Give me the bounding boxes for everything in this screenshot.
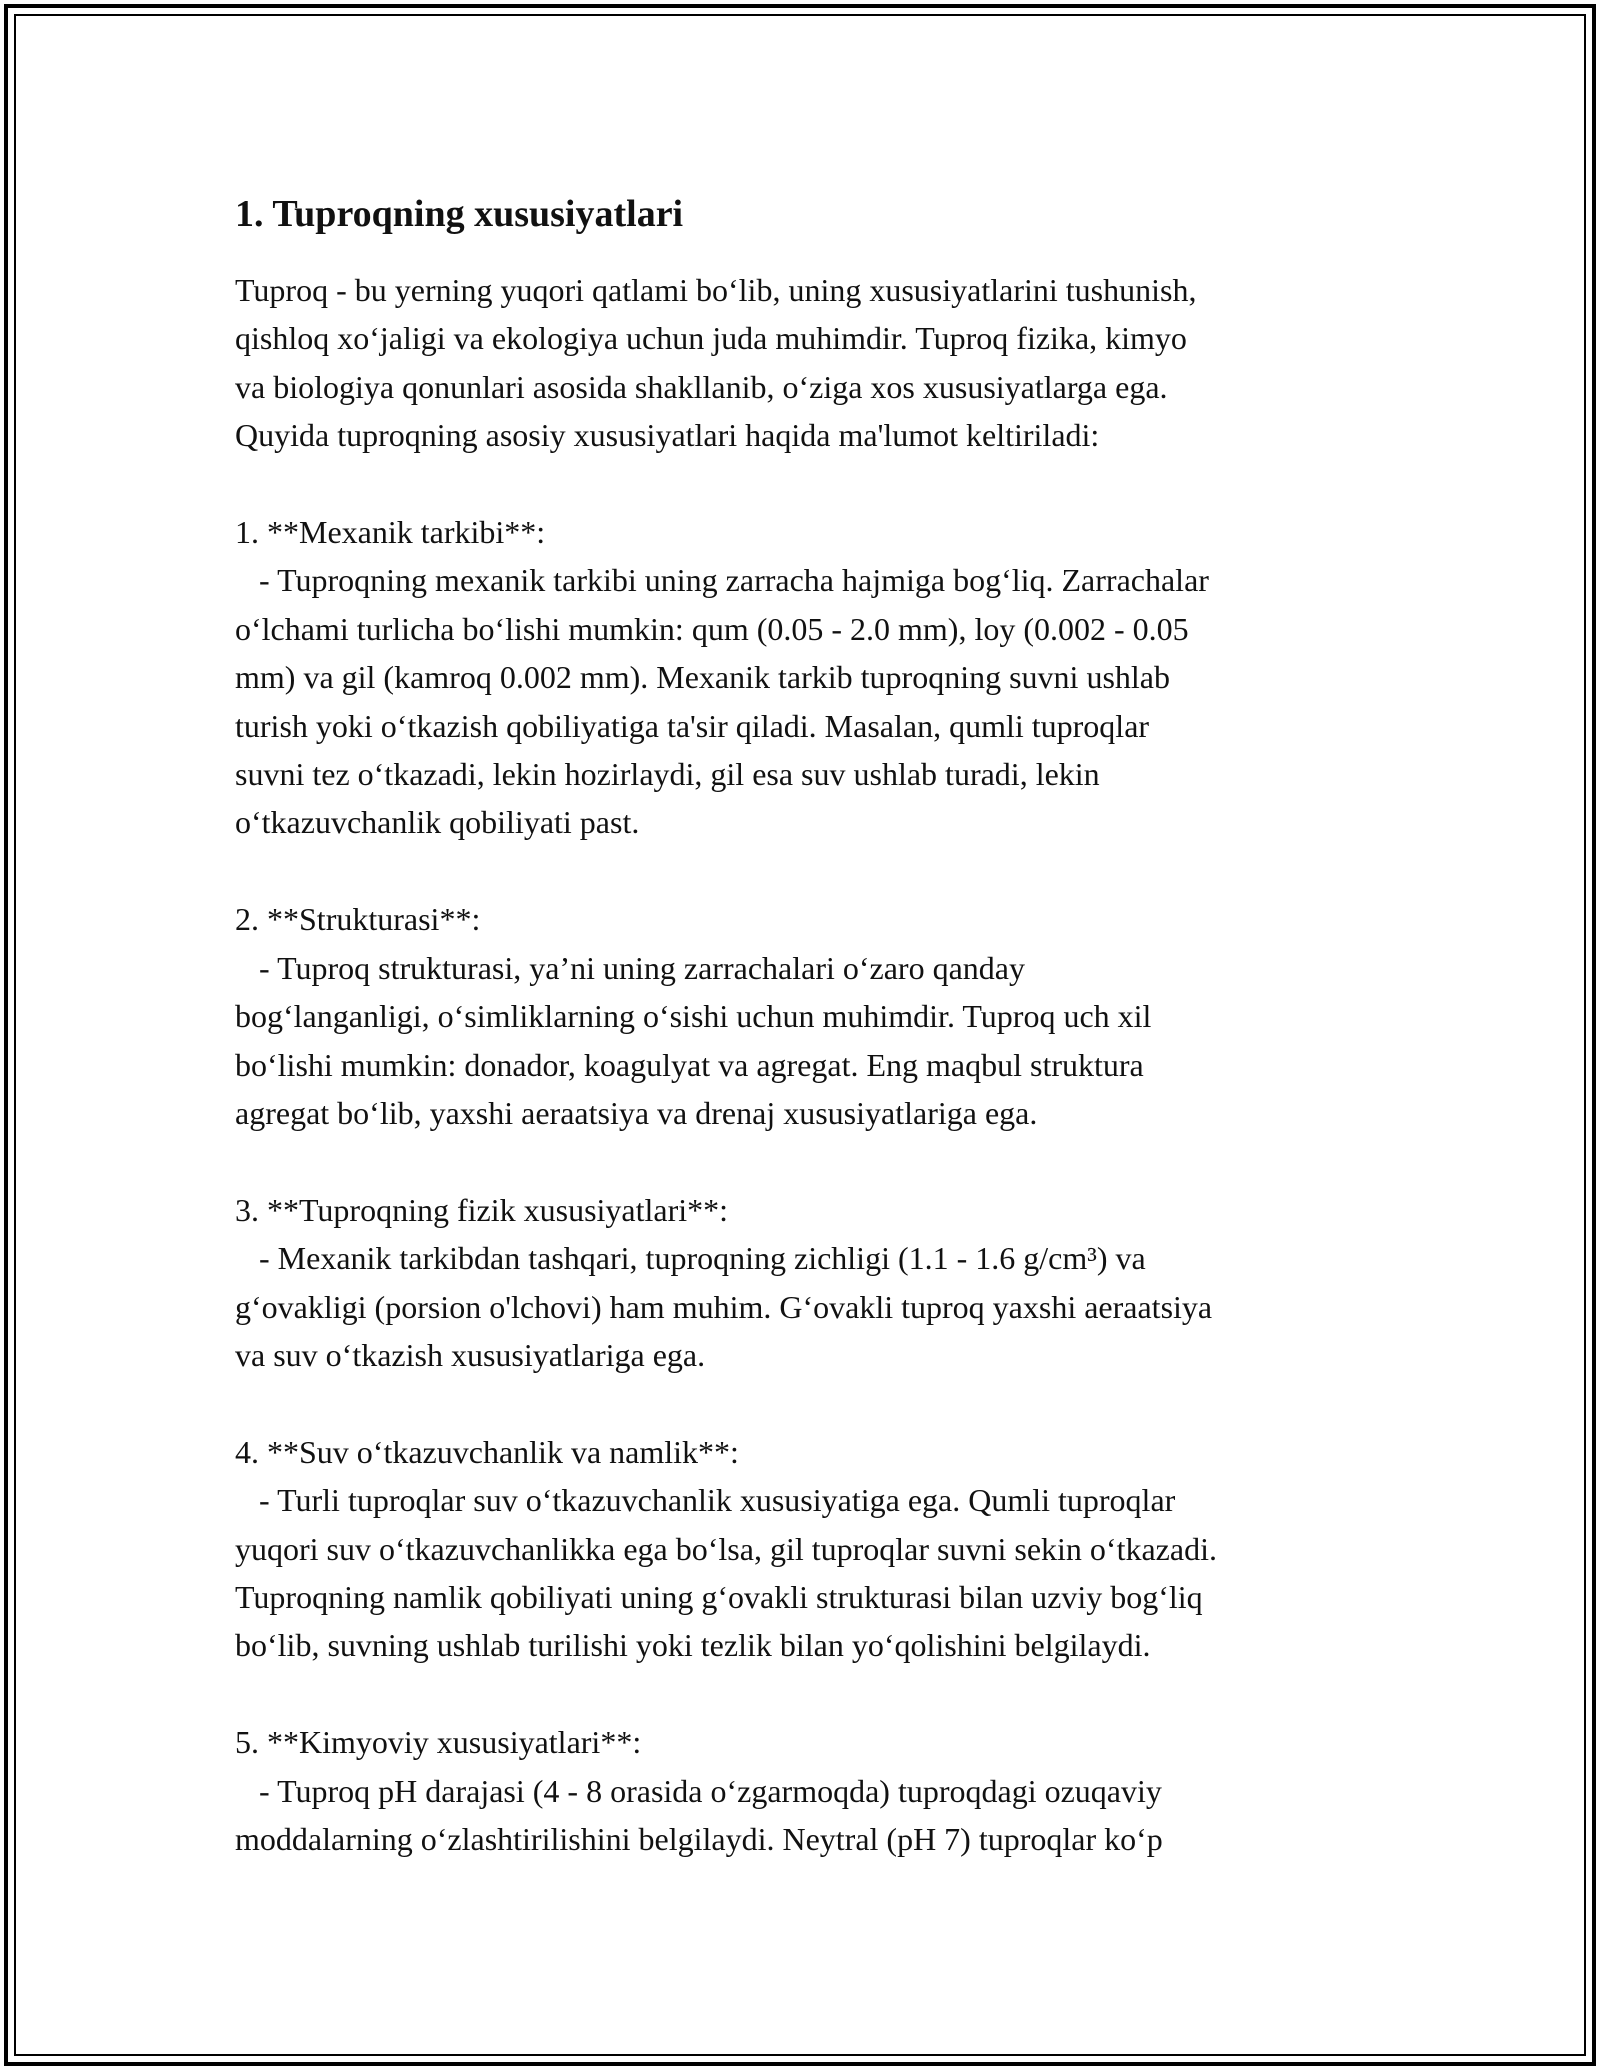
document-content	[235, 186, 1375, 1863]
document-body: Tuproq - bu yerning yuqori qatlami boʻlib, uning xususiyatlarini tushunish, qishloq xoʻjaligi va ekologiya uchun juda muhimdir. Tuproq fizika, kimyo va biologiya qonunlari asosida shakllanib, oʻziga xos xususiyatlarga ega. Quyida tuproqning asosiy xususiyatlari haqida ma'lumot keltiriladi: 1. **Mexanik tarkibi**: - Tuproqning mexanik tarkibi uning zarracha hajmiga bogʻliq. Zarrachalar oʻlchami turlicha boʻlishi mumkin: qum (0.05 - 2.0 mm), loy (0.002 - 0.05 mm) va gil (kamroq 0.002 mm). Mexanik tarkib tuproqning suvni ushlab turish yoki oʻtkazish qobiliyatiga ta'sir qiladi. Masalan, qumli tuproqlar suvni tez oʻtkazadi, lekin hozirlaydi, gil esa suv ushlab turadi, lekin oʻtkazuvchanlik qobiliyati past. 2. **Strukturasi**: - Tuproq strukturasi, ya’ni uning zarrachalari oʻzaro qanday bogʻlanganligi, oʻsimliklarning oʻsishi uchun muhimdir. Tuproq uch xil boʻlishi mumkin: donador, koagulyat va agregat. Eng maqbul struktura agregat boʻlib, yaxshi aeraatsiya va drenaj xususiyatlariga ega. 3. **Tuproqning fizik xususiyatlari**: - Mexanik tarkibdan tashqari, tuproqning zichligi (1.1 - 1.6 g/cm³) va gʻovakligi (porsion o'lchovi) ham muhim. Gʻovakli tuproq yaxshi aeraatsiya va suv oʻtkazish xususiyatlariga ega. 4. **Suv oʻtkazuvchanlik va namlik**: - Turli tuproqlar suv oʻtkazuvchanlik xususiyatiga ega. Qumli tuproqlar yuqori suv oʻtkazuvchanlikka ega boʻlsa, gil tuproqlar suvni sekin oʻtkazadi. Tuproqning namlik qobiliyati uning gʻovakli strukturasi bilan uzviy bogʻliq boʻlib, suvning ushlab turilishi yoki tezlik bilan yoʻqolishini belgilaydi. 5. **Kimyoviy xususiyatlari**: - Tuproq pH darajasi (4 - 8 orasida oʻzgarmoqda) tuproqdagi ozuqaviy moddalarning oʻzlashtirilishini belgilaydi. Neytral (pH 7) tuproqlar koʻp	[235, 272, 1217, 1857]
document-title: 1. Tuproqning xususiyatlari	[235, 193, 684, 235]
